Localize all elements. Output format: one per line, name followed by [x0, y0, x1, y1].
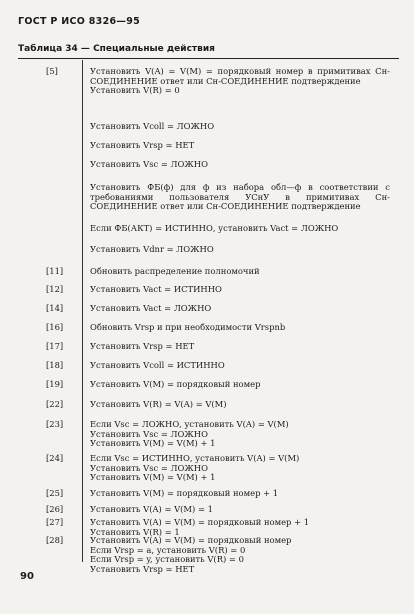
row-action: Установить V(A) = V(M) = порядковый номер + 1 Установить V(R) = 1 [90, 517, 310, 537]
row-number: [14] [46, 303, 64, 313]
row-action: Если ФБ(АКТ) = ИСТИННО, установить Vact = ЛОЖНО [90, 223, 339, 233]
row-number: [11] [46, 266, 64, 276]
row-number: [5] [46, 66, 58, 76]
row-number: [16] [46, 322, 64, 332]
row-number: [17] [46, 341, 64, 351]
page-number: 90 [20, 571, 34, 582]
row-action: Установить Vsc = ЛОЖНО [90, 159, 208, 169]
row-action: Установить V(M) = порядковый номер [90, 379, 261, 389]
row-action: Установить Vdnr = ЛОЖНО [90, 244, 214, 254]
row-action: Если Vsc = ЛОЖНО, установить V(A) = V(M) Установить Vsc = ЛОЖНО Установить V(M) = V(M) + 1 [90, 419, 289, 448]
row-number: [22] [46, 399, 64, 409]
row-number: [12] [46, 284, 64, 294]
row-action: Установить V(A) = V(M) = порядковый номер Если Vrsp = a, установить V(R) = 0 Если Vrsp = y, установить V(R) = 0 Установить Vrsp = НЕТ [90, 535, 292, 574]
table-title: Таблица 34 — Специальные действия [18, 44, 215, 54]
row-action: Установить V(R) = V(A) = V(M) [90, 399, 227, 409]
row-number: [26] [46, 504, 64, 514]
row-action: Установить Vact = ИСТИННО [90, 284, 222, 294]
row-number: [19] [46, 379, 64, 389]
row-action: Установить Vcoll = ЛОЖНО [90, 121, 215, 131]
row-action: Установить Vcoll = ИСТИННО [90, 360, 225, 370]
row-action: Установить Vrsp = НЕТ [90, 341, 195, 351]
row-action: Установить ФБ(ф) для ф из набора обл—ф в соответствии с требованиями пользователя УСнУ в примитивах Сн-СОЕДИНЕНИЕ ответ или Сн-СОЕДИНЕНИЕ подтверждение [90, 182, 390, 211]
row-number: [25] [46, 488, 64, 498]
row-number: [24] [46, 453, 64, 463]
row-action: Установить V(A) = V(M) = порядковый номер в примитивах Сн-СОЕДИНЕНИЕ ответ или Сн-СОЕДИНЕНИЕ подтверждение Установить V(R) = 0 [90, 66, 390, 95]
column-divider [82, 60, 83, 562]
row-number: [18] [46, 360, 64, 370]
row-action: Установить Vrsp = НЕТ [90, 140, 195, 150]
row-number: [27] [46, 517, 64, 527]
row-action: Если Vsc = ИСТИННО, установить V(A) = V(M) Установить Vsc = ЛОЖНО Установить V(M) = V(M) + 1 [90, 453, 300, 482]
row-action: Обновить Vrsp и при необходимости Vrspnb [90, 322, 286, 332]
row-action: Обновить распределение полномочий [90, 266, 260, 276]
row-number: [28] [46, 535, 64, 545]
row-action: Установить V(M) = порядковый номер + 1 [90, 488, 279, 498]
table-top-rule [18, 58, 399, 59]
row-action: Установить Vact = ЛОЖНО [90, 303, 212, 313]
row-action: Установить V(A) = V(M) = 1 [90, 504, 213, 514]
document-header: ГОСТ Р ИСО 8326—95 [18, 16, 141, 27]
row-number: [23] [46, 419, 64, 429]
